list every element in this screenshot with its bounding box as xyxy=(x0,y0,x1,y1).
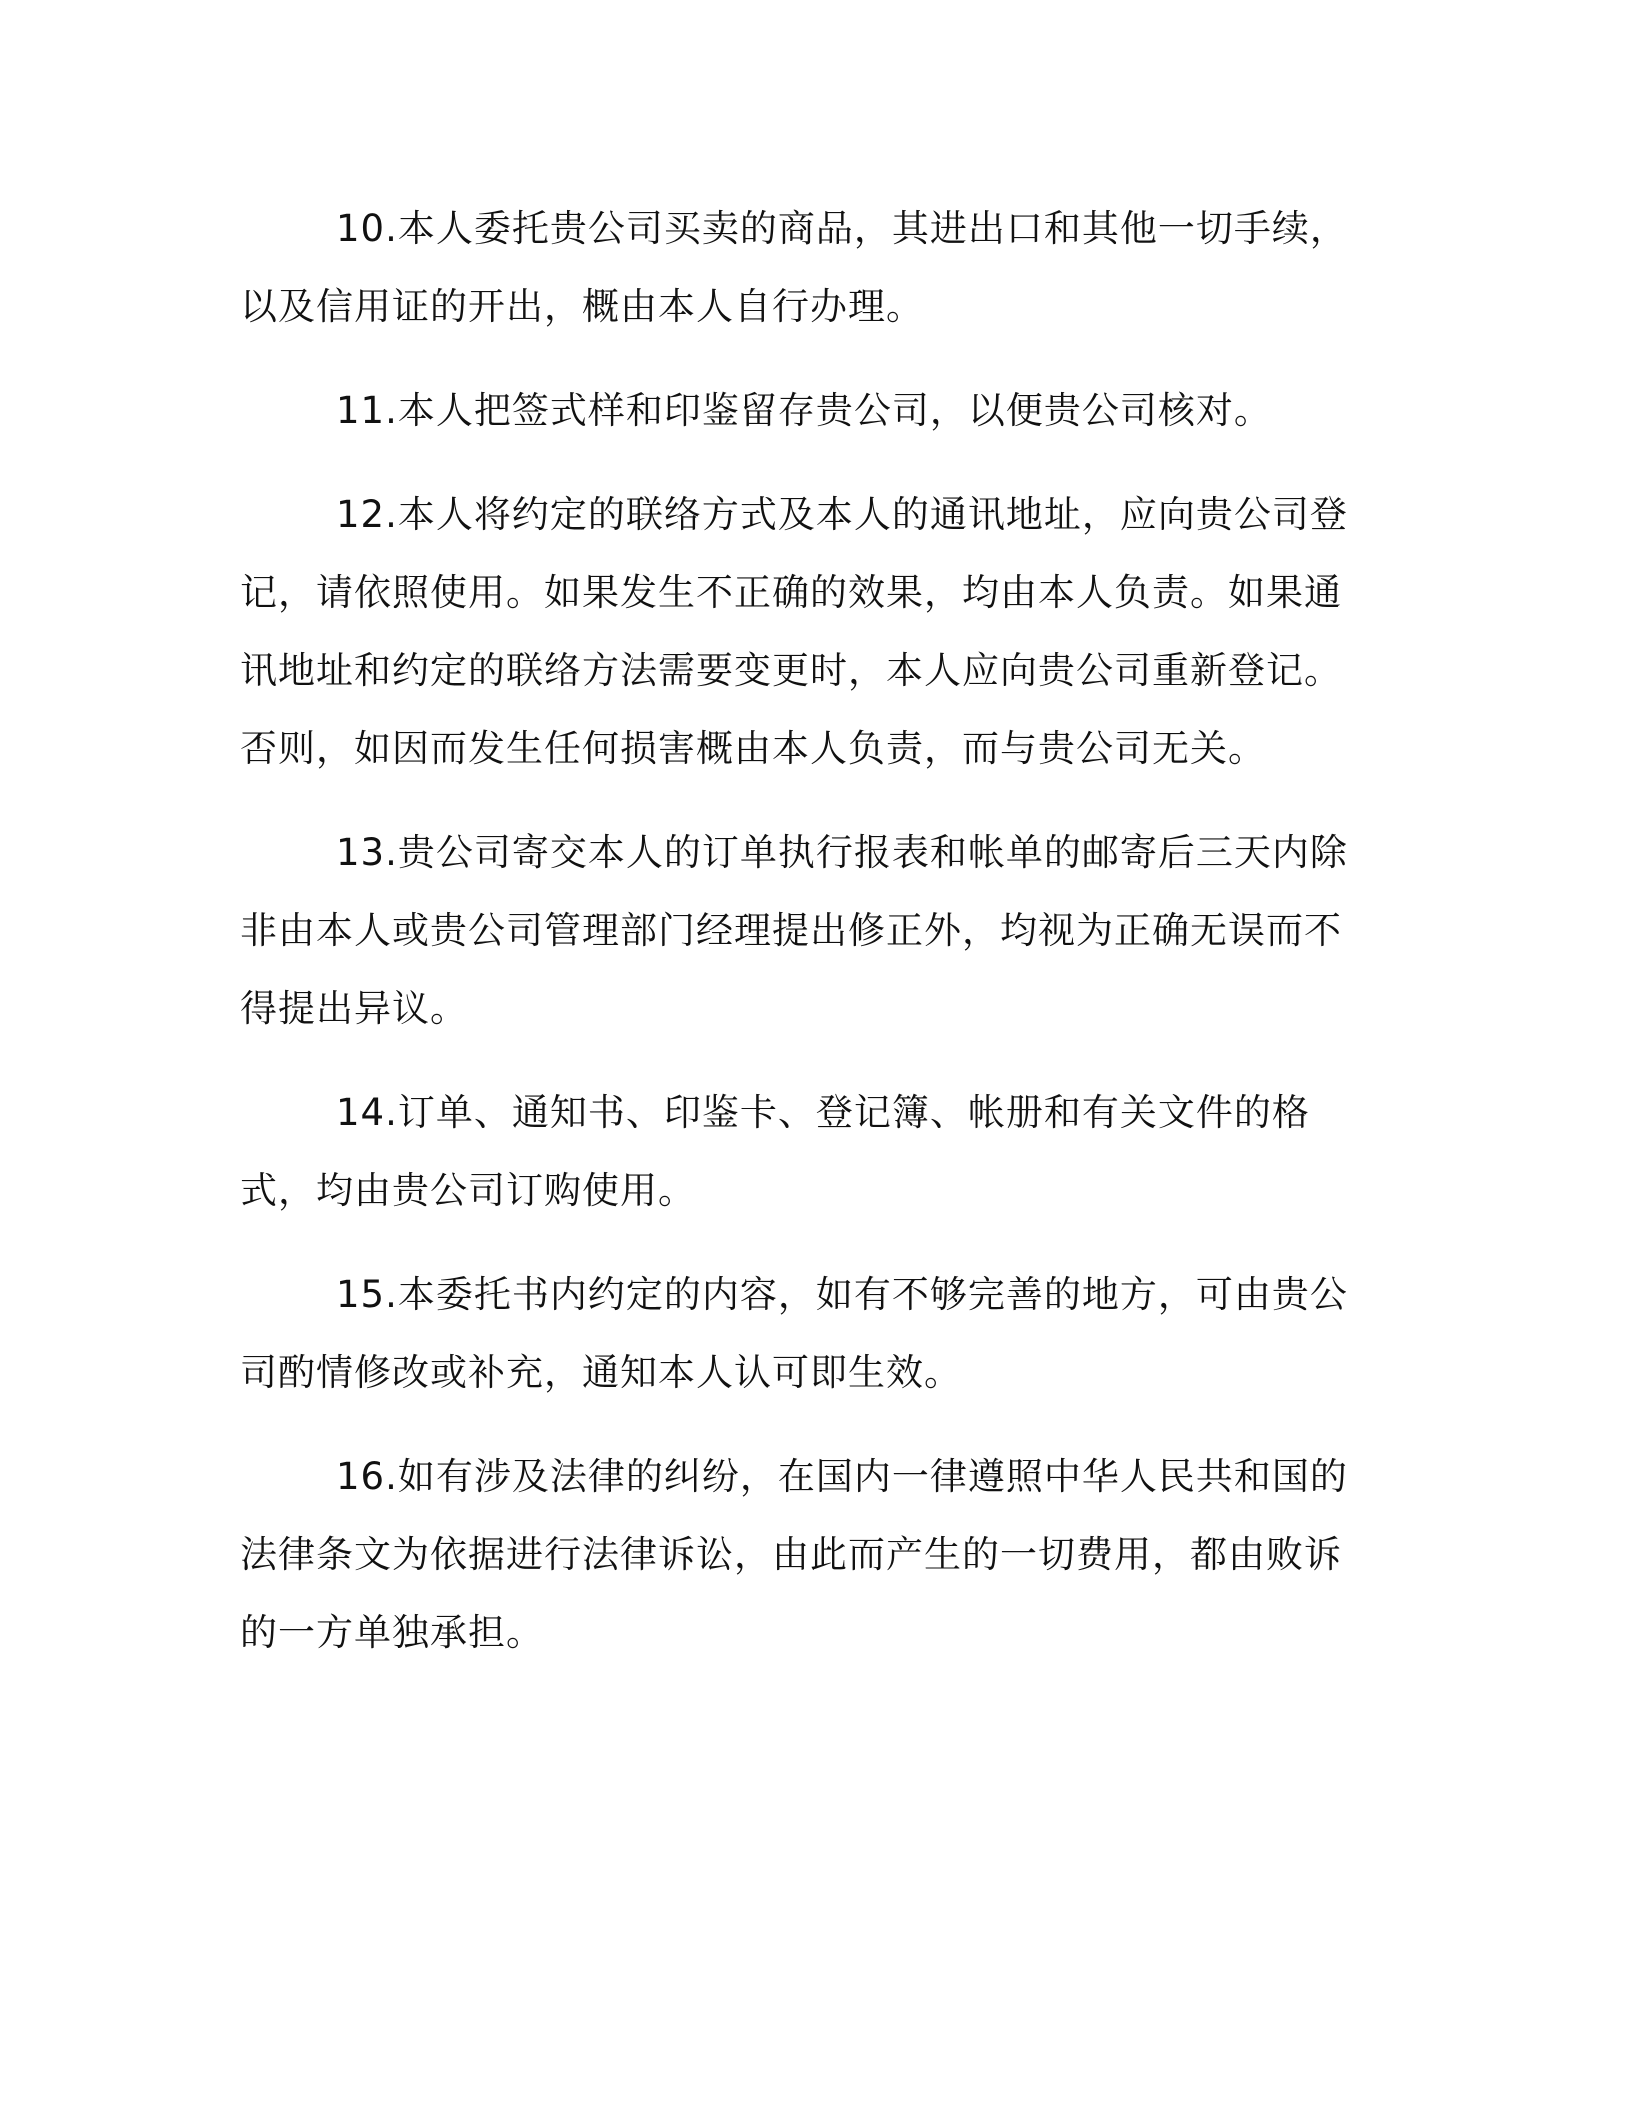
document-page xyxy=(240,190,1370,1698)
clause-16: 16.如有涉及法律的纠纷，在国内一律遵照中华人民共和国的法律条文为依据进行法律诉讼，由此而产生的一切费用，都由败诉的一方单独承担。 xyxy=(240,1455,1348,1654)
clause-11: 11.本人把签式样和印鉴留存贵公司，以便贵公司核对。 xyxy=(336,389,1272,432)
clause-15: 15.本委托书内约定的内容，如有不够完善的地方，可由贵公司酌情修改或补充，通知本人认可即生效。 xyxy=(240,1273,1348,1394)
clause-14: 14.订单、通知书、印鉴卡、登记簿、帐册和有关文件的格式，均由贵公司订购使用。 xyxy=(240,1091,1310,1212)
clause-12: 12.本人将约定的联络方式及本人的通讯地址，应向贵公司登记，请依照使用。如果发生不正确的效果，均由本人负责。如果通讯地址和约定的联络方法需要变更时，本人应向贵公司重新登记。否则，如因而发生任何损害概由本人负责，而与贵公司无关。 xyxy=(240,493,1348,770)
clause-10: 10.本人委托贵公司买卖的商品，其进出口和其他一切手续，以及信用证的开出，概由本人自行办理。 xyxy=(240,207,1348,328)
clause-13: 13.贵公司寄交本人的订单执行报表和帐单的邮寄后三天内除非由本人或贵公司管理部门经理提出修正外，均视为正确无误而不得提出异议。 xyxy=(240,831,1348,1030)
